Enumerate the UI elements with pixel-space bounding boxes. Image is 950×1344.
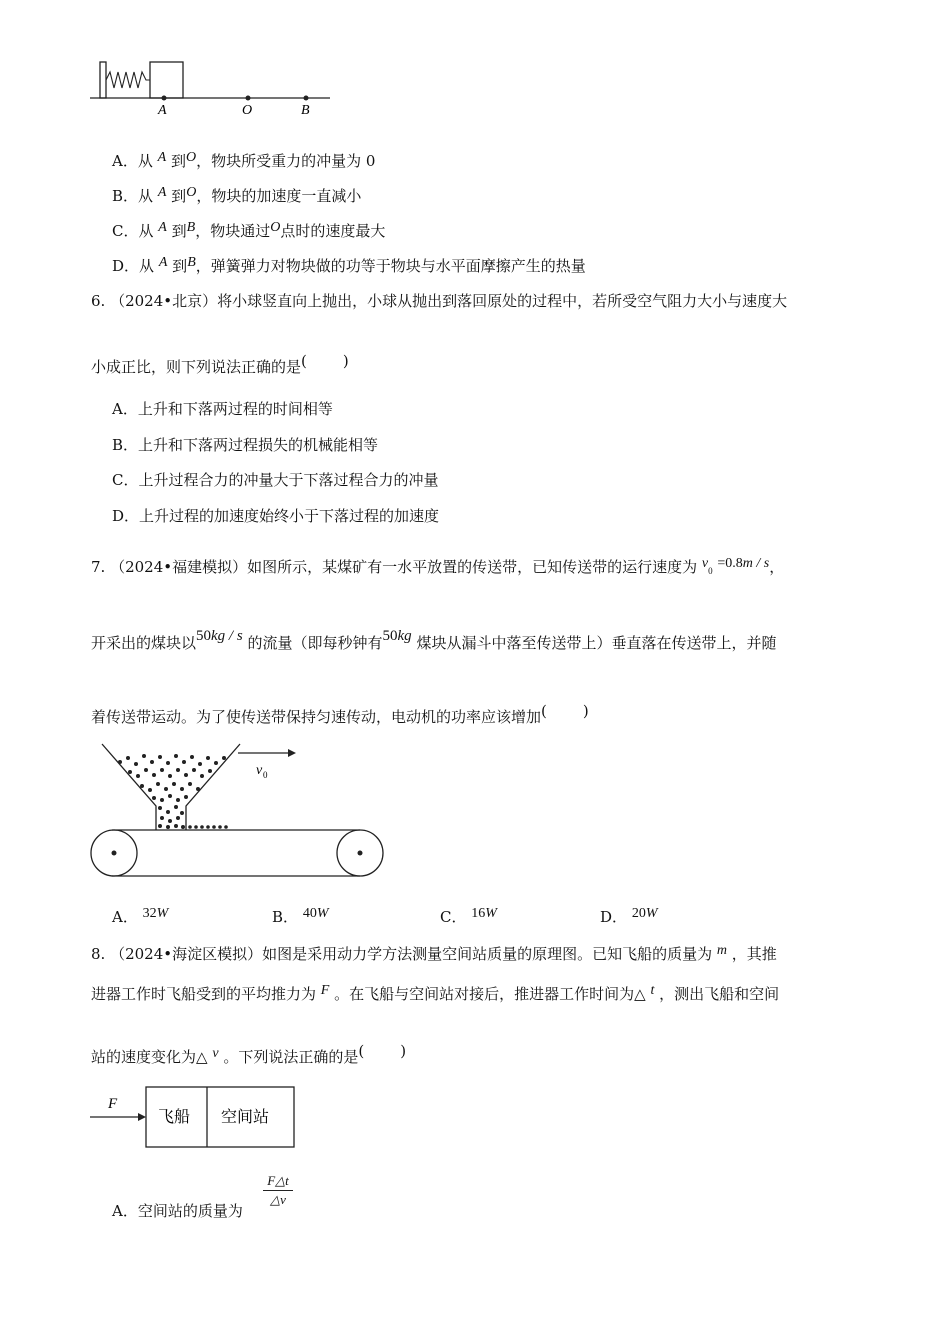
point-o-label: O <box>242 103 253 118</box>
point-a-label: A <box>158 103 167 118</box>
spaceship-station-figure <box>88 1086 303 1150</box>
q7-option-a[interactable]: A． 32W <box>112 906 169 926</box>
q6-option-c[interactable]: C．上升过程合力的冲量大于下落过程合力的冲量 <box>112 471 439 489</box>
q8-option-a[interactable]: A．空间站的质量为 <box>112 1202 243 1220</box>
q6-option-d[interactable]: D．上升过程的加速度始终小于下落过程的加速度 <box>112 507 440 525</box>
q7-option-b[interactable]: B． 40W <box>272 906 329 926</box>
fraction-numerator: F△t <box>263 1172 293 1191</box>
fraction-denominator: △v <box>270 1192 286 1207</box>
belt-velocity-label: v <box>256 763 263 778</box>
q8-stem-line2: 进器工作时飞船受到的平均推力为 F 。在飞船与空间站对接后，推进器工作时间为△ t ，测出飞船和空间 <box>91 983 780 1003</box>
q5-option-a[interactable]: A．从 A 到O，物块所受重力的冲量为 0 <box>112 150 376 170</box>
belt-velocity-subscript: 0 <box>263 770 268 780</box>
q8-stem-line1: 8. （2024•海淀区模拟）如图是采用动力学方法测量空间站质量的原理图。已知飞船的质量为 m ，其推 <box>91 943 777 963</box>
q7-option-d[interactable]: D． 20W <box>600 906 658 926</box>
q6-option-b[interactable]: B．上升和下落两过程损失的机械能相等 <box>112 436 379 454</box>
q6-stem-line2: 小成正比，则下列说法正确的是( ) <box>91 352 349 376</box>
q7-option-c[interactable]: C． 16W <box>440 906 497 926</box>
spring-block-figure <box>88 58 338 120</box>
conveyor-belt-figure <box>88 742 388 882</box>
q5-option-c[interactable]: C．从 A 到B，物块通过O点时的速度最大 <box>112 220 386 240</box>
q5-option-b[interactable]: B．从 A 到O，物块的加速度一直减小 <box>112 185 362 205</box>
force-label: F <box>108 1096 118 1112</box>
point-b-label: B <box>301 103 310 118</box>
station-label: 空间站 <box>221 1107 270 1126</box>
q7-stem-line1: 7. （2024•福建模拟）如图所示，某煤矿有一水平放置的传送带，已知传送带的运行速度为 $v_0 =0.8m / s$， <box>91 556 785 576</box>
q7-stem-line2: 开采出的煤块以50kg / s 的流量（即每秒钟有50kg 煤块从漏斗中落至传送带上）垂直落在传送带上，并随 <box>91 628 777 652</box>
q6-stem-line1: 6. （2024•北京）将小球竖直向上抛出，小球从抛出到落回原处的过程中，若所受空气阻力大小与速度大 <box>91 292 788 310</box>
spaceship-label: 飞船 <box>158 1107 191 1126</box>
q8-option-a-fraction <box>263 1172 293 1209</box>
q6-option-a[interactable]: A．上升和下落两过程的时间相等 <box>112 400 333 418</box>
q8-stem-line3: 站的速度变化为△ v 。下列说法正确的是( ) <box>91 1042 407 1066</box>
q5-option-d[interactable]: D．从 A 到B，弹簧弹力对物块做的功等于物块与水平面摩擦产生的热量 <box>112 255 586 275</box>
q7-stem-line3: 着传送带运动。为了使传送带保持匀速传动，电动机的功率应该增加( ) <box>91 702 589 726</box>
